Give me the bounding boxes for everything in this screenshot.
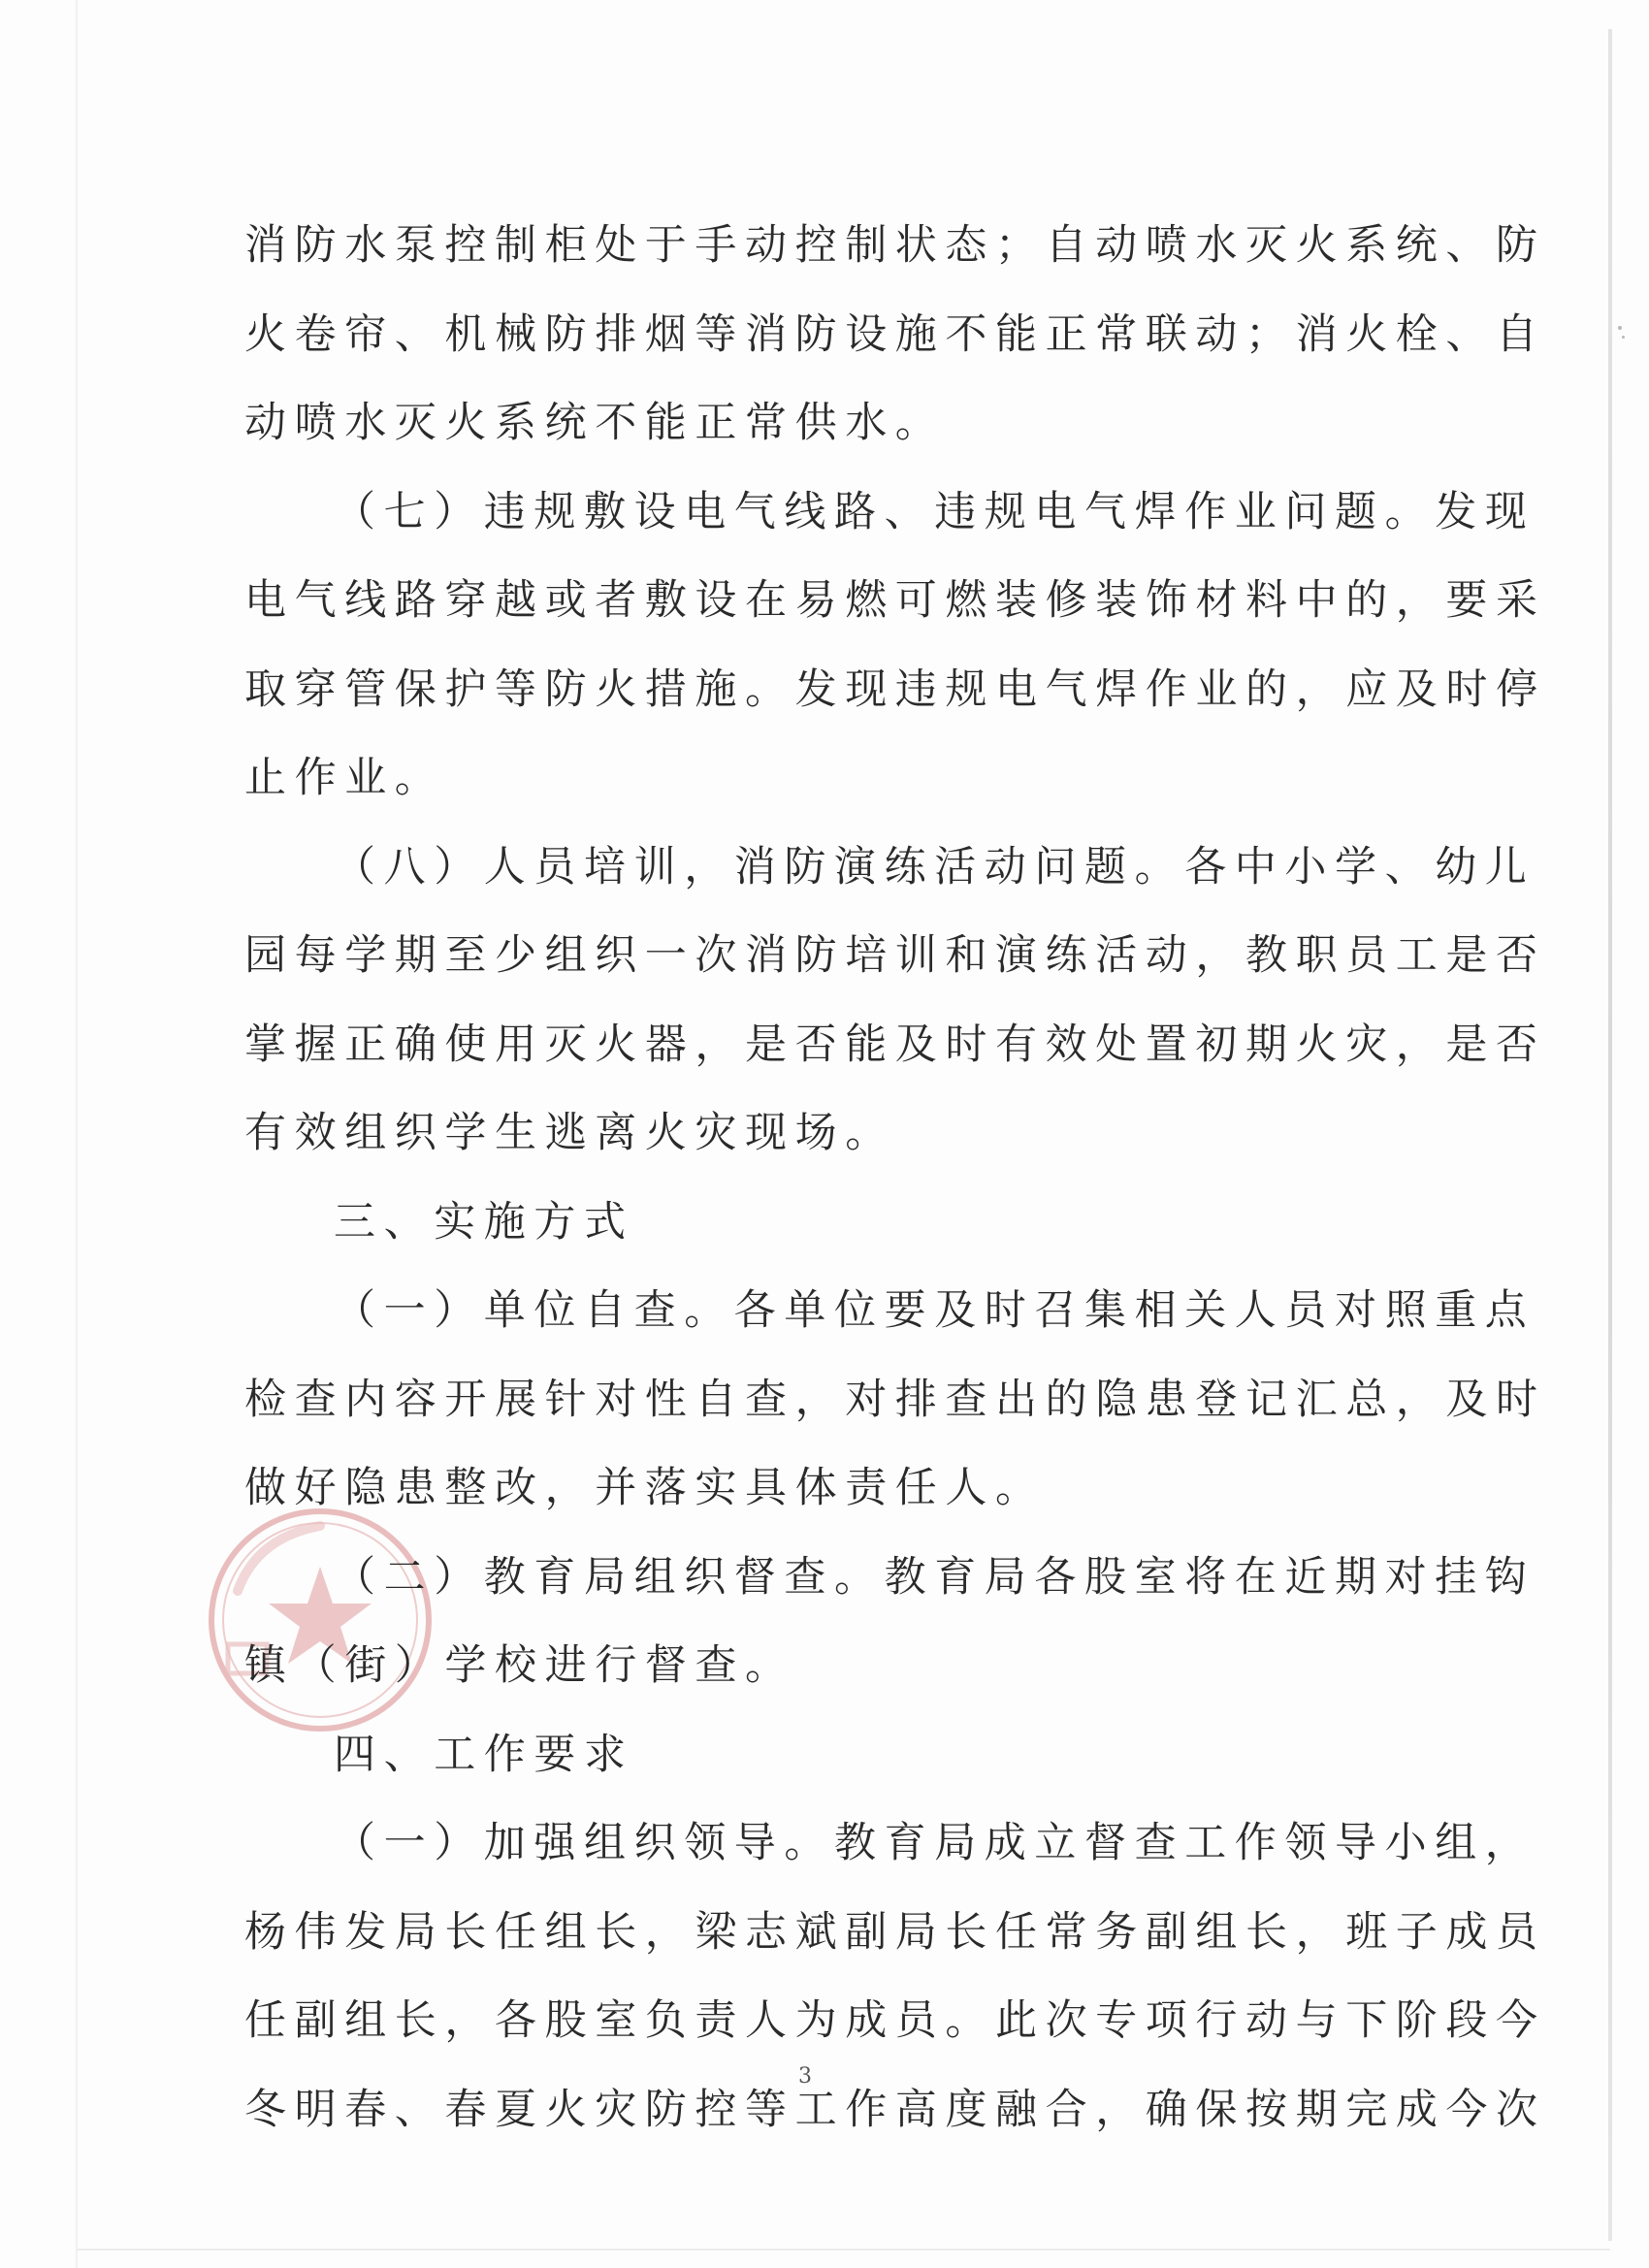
scan-edge-right (1608, 29, 1612, 2241)
paragraph-line: （七）违规敷设电气线路、违规电气焊作业问题。发现 (334, 487, 1536, 536)
paragraph-line: 电气线路穿越或者敷设在易燃可燃装修装饰材料中的，要采 (244, 576, 1546, 625)
paragraph-line: 取穿管保护等防火措施。发现违规电气焊作业的，应及时停 (244, 664, 1546, 714)
section-heading: 三、实施方式 (334, 1197, 634, 1247)
paragraph-line: 冬明春、春夏火灾防控等工作高度融合，确保按期完成今次 (244, 2085, 1546, 2134)
body-text (244, 202, 1546, 2155)
scan-speck (1618, 326, 1622, 330)
paragraph-line: 园每学期至少组织一次消防培训和演练活动，教职员工是否 (244, 931, 1546, 980)
paragraph-line: （一）加强组织领导。教育局成立督查工作领导小组， (334, 1819, 1536, 1867)
paragraph-line: 动喷水灭火系统不能正常供水。 (244, 399, 946, 447)
paragraph-line: 杨伟发局长任组长，梁志斌副局长任常务副组长，班子成员 (244, 1907, 1546, 1957)
paragraph-line: 检查内容开展针对性自查，对排查出的隐患登记汇总，及时 (244, 1375, 1546, 1424)
paragraph-line: （二）教育局组织督查。教育局各股室将在近期对挂钩 (334, 1552, 1536, 1602)
paragraph-line: 镇（街）学校进行督查。 (244, 1641, 795, 1690)
paragraph-line: 消防水泵控制柜处于手动控制状态；自动喷水灭火系统、防 (244, 221, 1546, 270)
paragraph-line: 有效组织学生逃离火灾现场。 (244, 1109, 895, 1157)
scan-edge-bottom (78, 2249, 1610, 2251)
page-number: 3 (798, 2064, 812, 2089)
paragraph-line: 止作业。 (244, 754, 445, 802)
paragraph-line: 做好隐患整改，并落实具体责任人。 (244, 1464, 1046, 1512)
section-heading: 四、工作要求 (334, 1730, 634, 1779)
paragraph-line: （一）单位自查。各单位要及时召集相关人员对照重点 (334, 1286, 1536, 1335)
paragraph-line: （八）人员培训，消防演练活动问题。各中小学、幼儿 (334, 842, 1536, 891)
scan-speck (1622, 336, 1625, 339)
scan-edge-left (76, 0, 78, 2268)
paragraph-line: 火卷帘、机械防排烟等消防设施不能正常联动；消火栓、自 (244, 309, 1546, 359)
paragraph-line: 任副组长，各股室负责人为成员。此次专项行动与下阶段今 (244, 1996, 1546, 2045)
paragraph-line: 掌握正确使用灭火器，是否能及时有效处置初期火灾，是否 (244, 1020, 1546, 1069)
